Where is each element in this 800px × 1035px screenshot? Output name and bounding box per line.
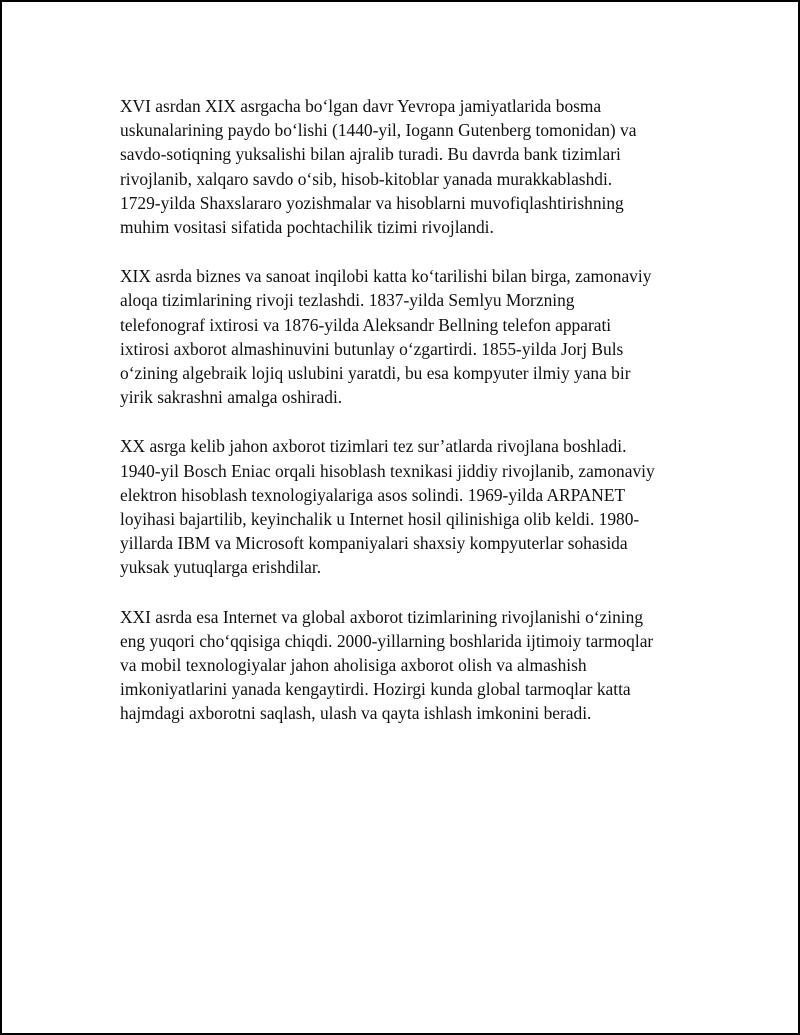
text-line: muhim vositasi sifatida pochtachilik tizimi rivojlandi. [120,217,494,238]
text-line: 1729-yilda Shaxslararo yozishmalar va hisoblarni muvofiqlashtirishning [120,192,624,213]
text-line: loyihasi bajartilib, keyinchalik u Internet hosil qilinishiga olib keldi. 1980- [120,509,640,530]
text-line: uskunalarining paydo bo‘lishi (1440-yil, Iogann Gutenberg tomonidan) va [120,120,637,141]
text-line: savdo-sotiqning yuksalishi bilan ajralib turadi. Bu davrda bank tizimlari [120,144,621,165]
text-line: yuksak yutuqlarga erishdilar. [120,557,322,578]
text-line: elektron hisoblash texnologiyalariga asos solindi. 1969-yilda ARPANET [120,484,626,505]
text-line: XX asrga kelib jahon axborot tizimlari tez sur’atlarda rivojlana boshladi. [120,436,627,457]
text-line: 1940-yil Bosch Eniac orqali hisoblash texnikasi jiddiy rivojlanib, zamonaviy [120,460,655,481]
text-line: va mobil texnologiyalar jahon aholisiga axborot olish va almashish [120,655,587,676]
text-line: yillarda IBM va Microsoft kompaniyalari shaxsiy kompyuterlar sohasida [120,533,628,554]
text-line: telefonograf ixtirosi va 1876-yilda Aleksandr Bellning telefon apparati [120,314,612,335]
paragraph-1 [120,94,680,239]
document-body [120,94,680,751]
paragraph-4 [120,605,680,726]
paragraph-3 [120,434,680,579]
text-line: XIX asrda biznes va sanoat inqilobi katta ko‘tarilishi bilan birga, zamonaviy [120,266,652,287]
text-line: XVI asrdan XIX asrgacha bo‘lgan davr Yevropa jamiyatlarida bosma [120,96,602,116]
text-line: rivojlanib, xalqaro savdo o‘sib, hisob-kitoblar yanada murakkablashdi. [120,168,613,189]
text-line: XXI asrda esa Internet va global axborot tizimlarining rivojlanishi o‘zining [120,606,644,627]
text-line: eng yuqori cho‘qqisiga chiqdi. 2000-yillarning boshlarida ijtimoiy tarmoqlar [120,630,654,651]
text-line: o‘zining algebraik lojiq uslubini yaratdi, bu esa kompyuter ilmiy yana bir [120,363,631,384]
paragraph-2 [120,264,680,409]
text-line: hajmdagi axborotni saqlash, ulash va qayta ishlash imkonini beradi. [120,703,592,724]
text-line: imkoniyatlarini yanada kengaytirdi. Hozirgi kunda global tarmoqlar katta [120,679,631,700]
text-line: aloqa tizimlarining rivoji tezlashdi. 1837-yilda Semlyu Morzning [120,290,575,311]
text-line: yirik sakrashni amalga oshiradi. [120,387,343,408]
text-line: ixtirosi axborot almashinuvini butunlay o‘zgartirdi. 1855-yilda Jorj Buls [120,338,624,359]
